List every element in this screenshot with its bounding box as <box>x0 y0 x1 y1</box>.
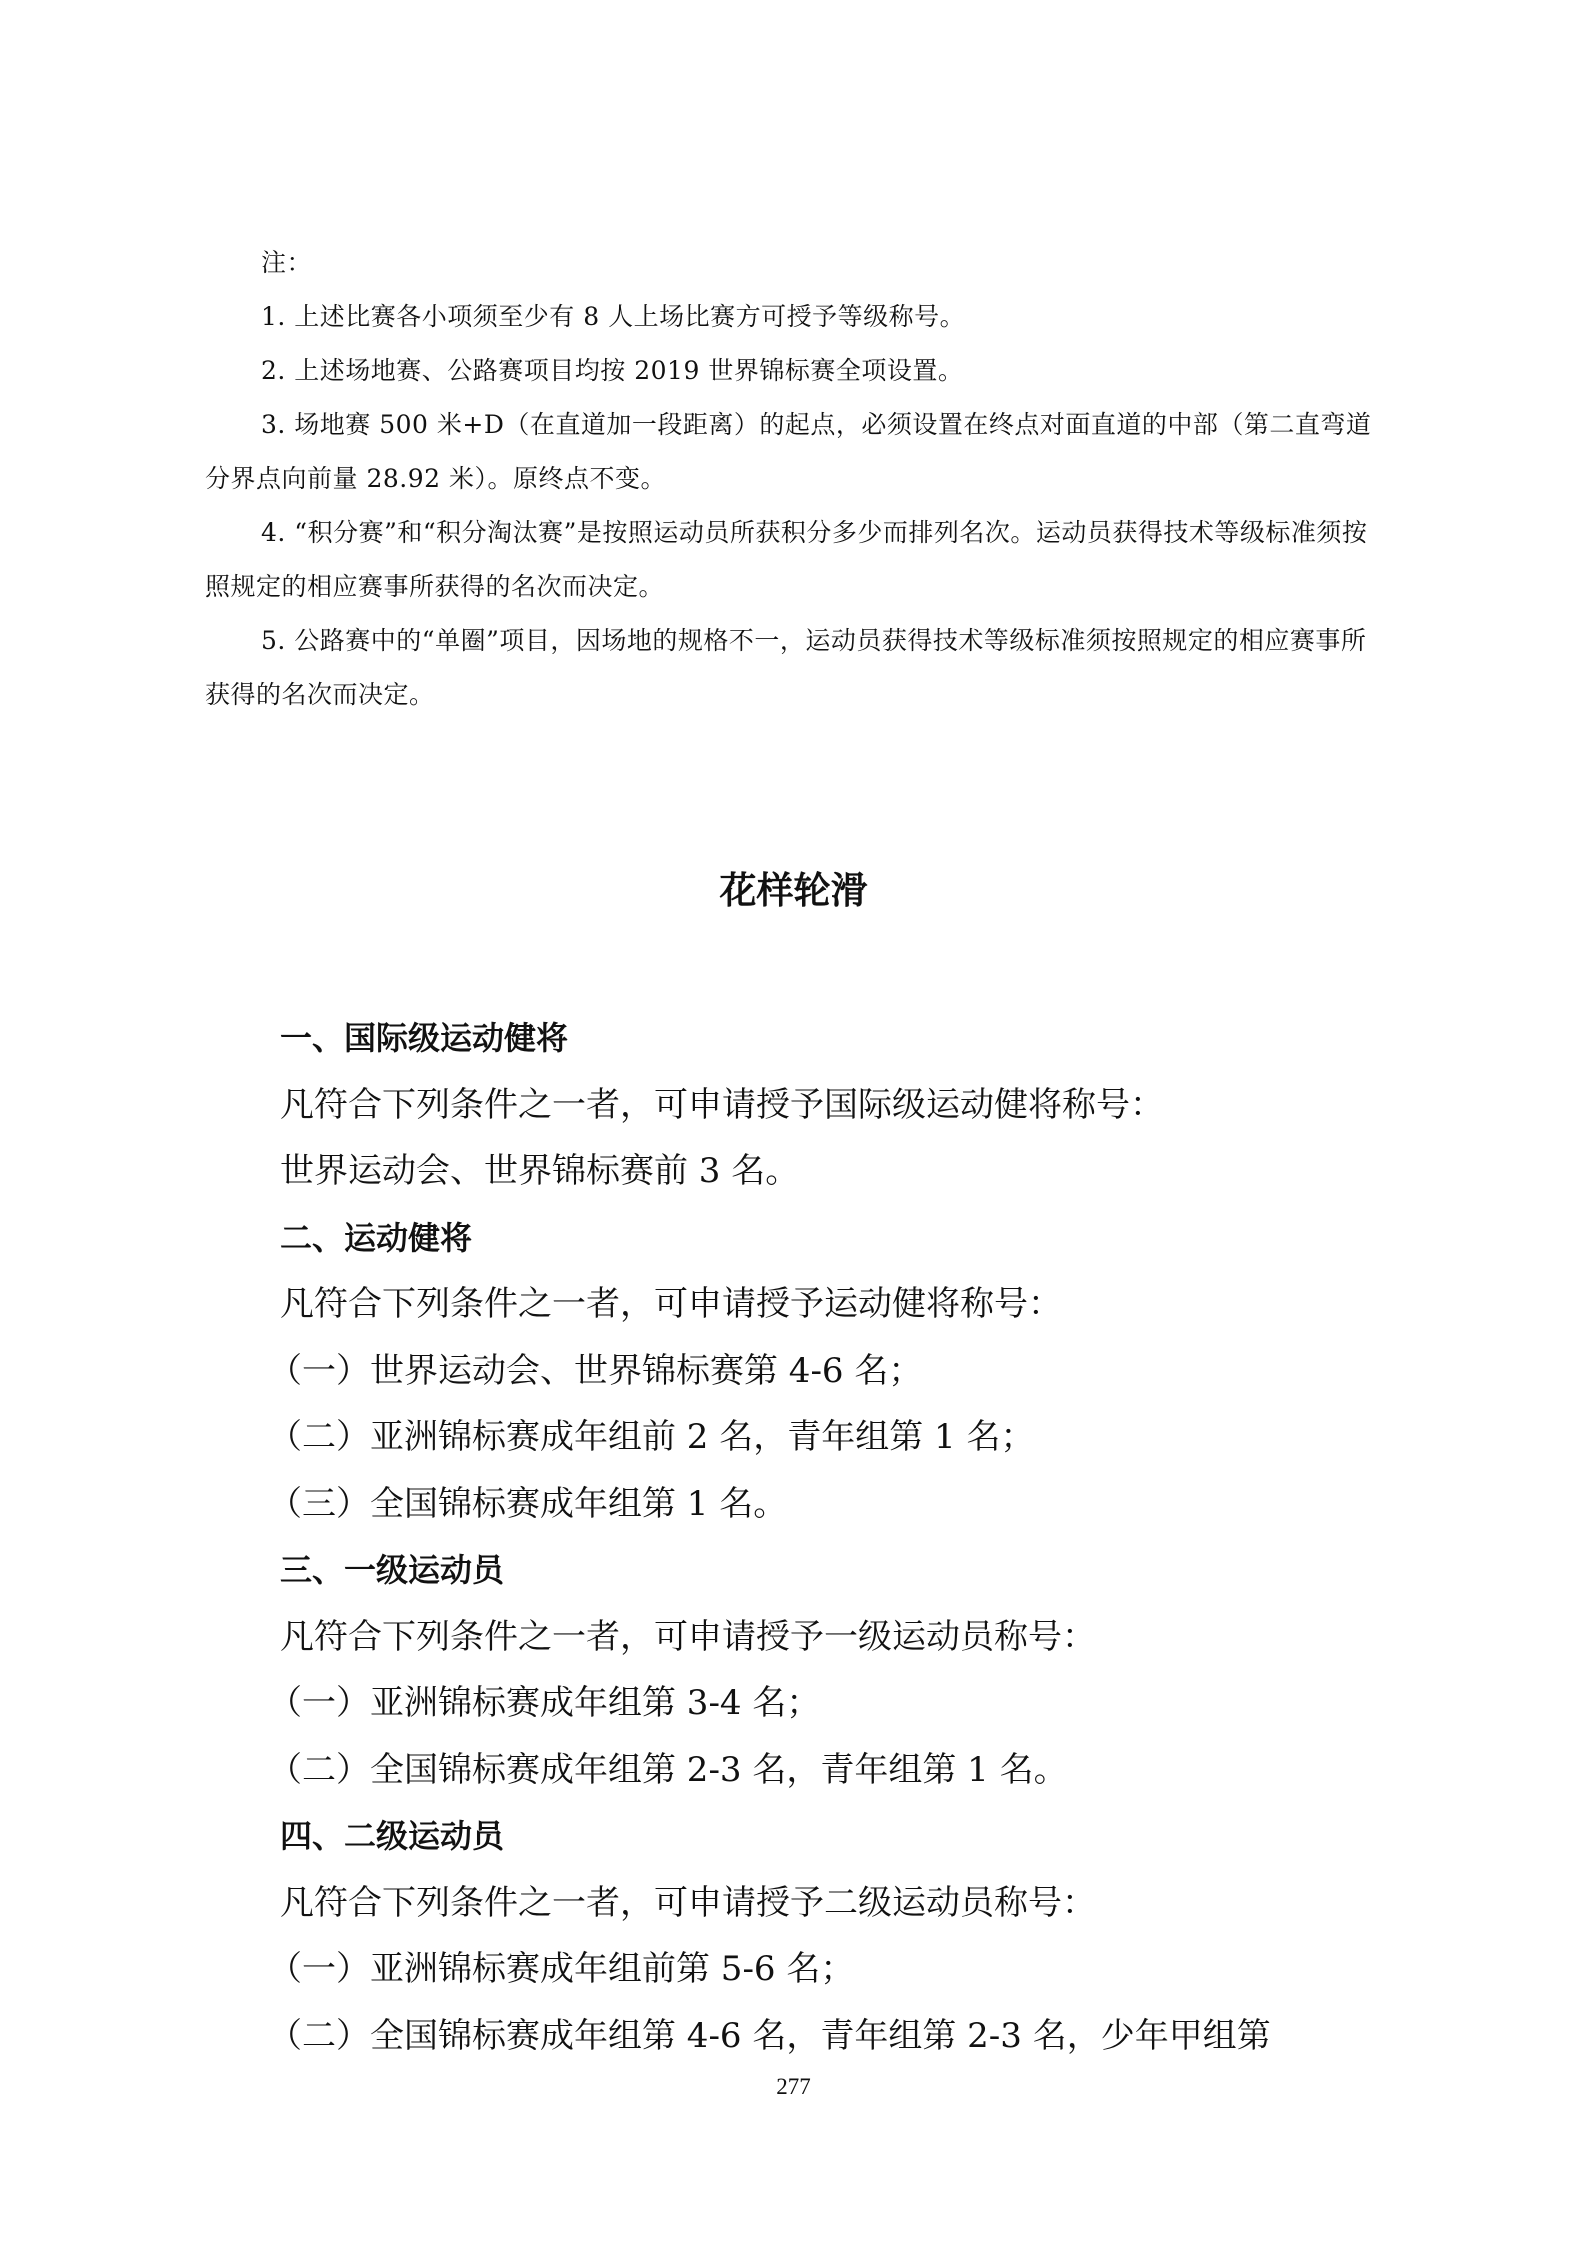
note-item: 2. 上述场地赛、公路赛项目均按 2019 世界锦标赛全项设置。 <box>261 356 964 385</box>
notes-header: 注： <box>261 248 313 277</box>
section-title: 花样轮滑 <box>719 869 868 912</box>
level-intro: 凡符合下列条件之一者，可申请授予运动健将称号： <box>280 1284 1062 1324</box>
note-item: 3. 场地赛 500 米+D（在直道加一段距离）的起点，必须设置在终点对面直道的中部（第二直弯道分界点向前量 28.92 米）。原终点不变。 <box>205 410 1372 493</box>
level-item: （三）全国锦标赛成年组第 1 名。 <box>268 1483 788 1524</box>
level-heading: 一、国际级运动健将 <box>280 1019 569 1057</box>
note-item: 4. “积分赛”和“积分淘汰赛”是按照运动员所获积分多少而排列名次。运动员获得技术等级标准须按照规定的相应赛事所获得的名次而决定。 <box>205 518 1368 601</box>
level-heading: 四、二级运动员 <box>280 1817 505 1855</box>
level-item: （一）世界运动会、世界锦标赛第 4-6 名； <box>268 1350 923 1391</box>
level-item: 世界运动会、世界锦标赛前 3 名。 <box>280 1151 800 1191</box>
level-intro: 凡符合下列条件之一者，可申请授予国际级运动健将称号： <box>280 1084 1164 1125</box>
level-intro: 凡符合下列条件之一者，可申请授予二级运动员称号： <box>280 1882 1096 1923</box>
level-item: （二）全国锦标赛成年组第 2-3 名，青年组第 1 名。 <box>268 1749 1068 1790</box>
level-heading: 三、一级运动员 <box>280 1551 505 1589</box>
level-item: （二）亚洲锦标赛成年组前 2 名，青年组第 1 名； <box>268 1417 1035 1457</box>
level-item: （一）亚洲锦标赛成年组前第 5-6 名； <box>268 1949 855 1989</box>
level-intro: 凡符合下列条件之一者，可申请授予一级运动员称号： <box>280 1616 1096 1657</box>
level-item: （一）亚洲锦标赛成年组第 3-4 名； <box>268 1683 821 1723</box>
level-heading: 二、运动健将 <box>280 1218 473 1257</box>
note-item: 5. 公路赛中的“单圈”项目，因场地的规格不一，运动员获得技术等级标准须按照规定的相应赛事所获得的名次而决定。 <box>205 626 1367 709</box>
note-item: 1. 上述比赛各小项须至少有 8 人上场比赛方可授予等级称号。 <box>261 302 966 331</box>
page-number: 277 <box>776 2074 811 2099</box>
level-item: （二）全国锦标赛成年组第 4-6 名，青年组第 2-3 名，少年甲组第 <box>268 2015 1271 2056</box>
level-requirements <box>268 1005 1420 2069</box>
notes-section <box>205 236 1385 722</box>
